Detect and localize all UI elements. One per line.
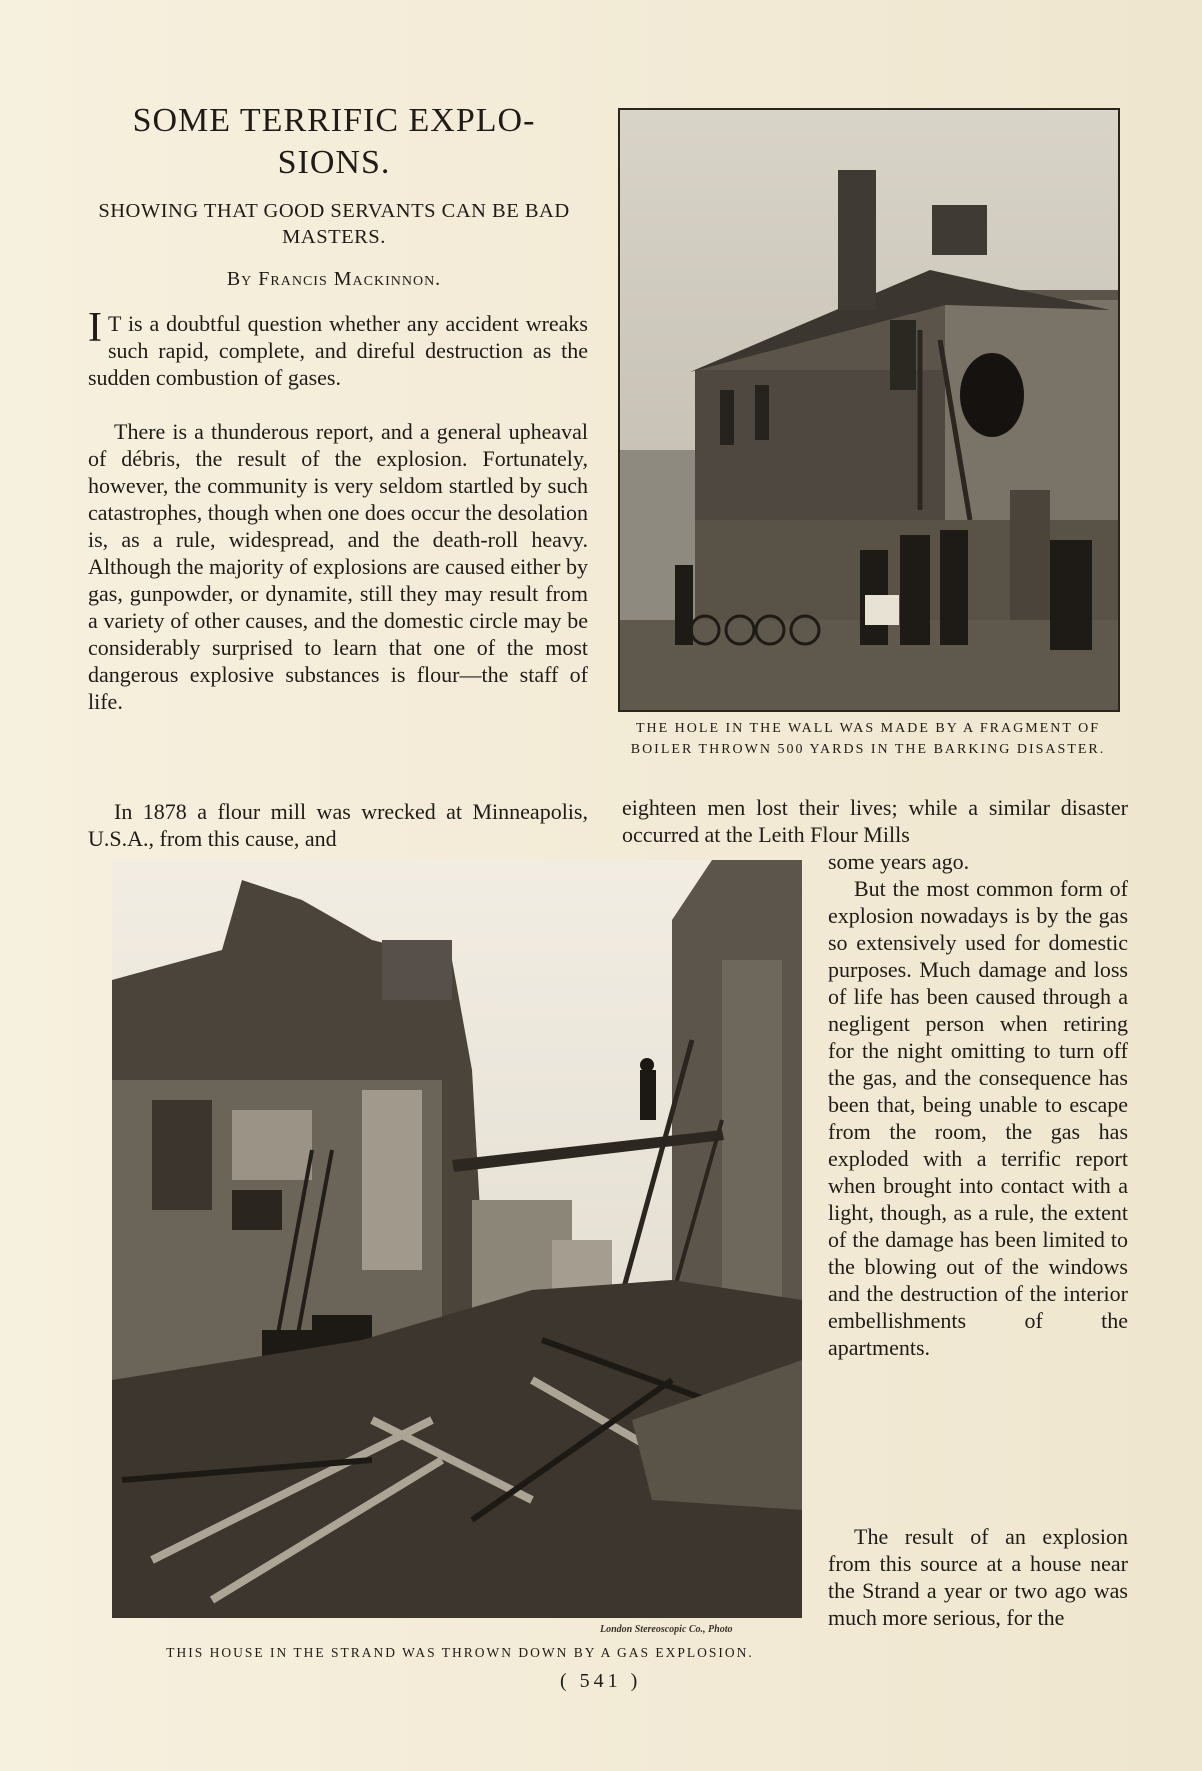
paragraph-2: There is a thunderous report, and a general upheaval of débris, the result of the explosion. Fortunately, however, the community is very seldom startled by such catastrophes, though when one does occur the desolation is, as a rule, widespread, and the death-roll heavy. Although the majority of explosions are caused either by gas, gunpowder, or dynamite, still they may result from a variety of other causes, and the domestic circle may be considerably surprised to learn that one of the most dangerous explosive substances is flour—the staff of life. xyxy=(88,419,588,714)
article-byline: By Francis Mackinnon. xyxy=(226,268,442,290)
paragraph-4: But the most common form of explosion nowadays is by the gas so extensively used for domestic purposes. Much damage and loss of life has been caused through a negligent person when retiring for the night omitting to turn off the gas, and the consequence has been that, being unable to escape from the room, the gas has exploded with a terrific report when brought into contact with a light, though, as a rule, the extent of the damage has been limited to the blowing out of the windows and the destruction of the interior embellishments of the apartments. xyxy=(828,876,1128,1360)
photo-strand-house xyxy=(112,860,802,1618)
paragraph-1: I T is a doubtful question whether any accident wreaks such rapid, complete, and direful destruction as the sudden combustion of gases. xyxy=(88,305,588,390)
paragraph-3: In 1878 a flour mill was wrecked at Minneapolis, U.S.A., from this cause, and xyxy=(88,799,588,851)
article-title: SOME TERRIFIC EXPLO-SIONS. xyxy=(132,102,536,181)
paragraph-3-end: some years ago. xyxy=(828,849,970,874)
photo-credit: London Stereoscopic Co., Photo xyxy=(600,1624,733,1635)
drop-cap: I xyxy=(88,305,102,351)
article-subtitle: SHOWING THAT GOOD SERVANTS CAN BE BAD MASTERS. xyxy=(98,200,570,248)
caption-top-photo: THE HOLE IN THE WALL WAS MADE BY A FRAGMENT OF BOILER THROWN 500 YARDS IN THE BARKING DISASTER. xyxy=(630,721,1106,757)
caption-bottom-photo: THIS HOUSE IN THE STRAND WAS THROWN DOWN BY A GAS EXPLOSION. xyxy=(166,1645,754,1660)
paragraph-3-continued: eighteen men lost their lives; while a similar disaster occurred at the Leith Flour Mills xyxy=(622,795,1128,847)
page-number: ( 541 ) xyxy=(560,1670,642,1692)
photo-barking-house xyxy=(618,108,1120,712)
paragraph-5: The result of an explosion from this source at a house near the Strand a year or two ago was much more serious, for the xyxy=(828,1524,1128,1630)
